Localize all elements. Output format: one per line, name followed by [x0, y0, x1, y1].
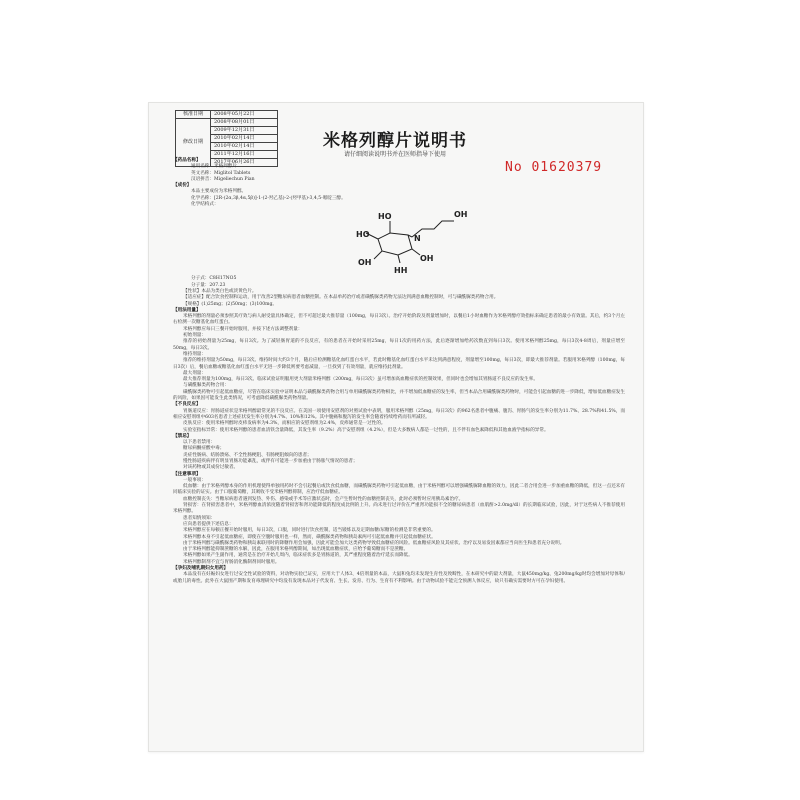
- paragraph: 磺酰脲类药物可引起低血糖症，尽管在临床实验中证明本品与磺酰脲类药物合用与单用磺酰脲类药物相比，并不增加低血糖症的发生率，但当本品合用磺酰脲类药物时，可能会引起血糖的进一步降低，增加低血糖症发生的风险，如果因可能发生此类情况，可考虑降低磺酰脲类药物剂量。: [173, 389, 625, 402]
- text-line: 本品主要成份为米格列醇。: [191, 189, 247, 195]
- paragraph: 与磺酰脲类药物合用：: [183, 383, 229, 389]
- section-heading: 【药品名称】: [173, 158, 201, 163]
- paragraph: 最大推荐剂量为100mg，每日3次。临床试验证明服用更大剂量米格列醇（200mg，每日3次）虽可增加高血糖症状的控制效果，但同时也会增加其胃肠道不良反应的发生率。: [183, 377, 538, 383]
- modify-date: 2008年08月01日: [211, 119, 278, 127]
- paragraph: 【规格】(1)25mg；(2)50mg；(3)100mg。: [183, 301, 278, 307]
- paragraph: 由于米格列醇与磺酰脲类药物和胰岛素联用时的降糖作用会加强，因此可能会加大这类药物导致低血糖症的风险。低血糖症风险及其症状、治疗以及易发因素都应当向医生和患者充分说明。: [183, 540, 565, 546]
- document-title: 米格列醇片说明书: [323, 131, 467, 151]
- paragraph: 米格列醇的剂量必须参照其疗效与病人耐受量具体确定，但不可超过最大推荐量（100mg，每日3次）。治疗开始阶段及剂量增加时，以餐后1小时血糖作为米格列醇疗效指标来确定患者的最小有效量。其后，约3个月左右检测一次糖基化血红蛋白。: [173, 314, 625, 326]
- paragraph: 最大剂量：: [183, 370, 206, 376]
- paragraph: 对该药物或其成份过敏者。: [183, 465, 239, 471]
- paragraph: 米格列醇应每日三餐开始时服用，并按下述方法调整剂量：: [183, 326, 303, 332]
- section-heading: 【孕妇及哺乳期妇女用药】: [173, 566, 229, 572]
- section-heading: 【不良反应】: [173, 402, 201, 408]
- section-heading: 【成份】: [173, 183, 192, 189]
- modify-date: 2010年02月14日: [211, 143, 278, 151]
- serial-number: No 01620379: [505, 160, 603, 175]
- paragraph: 推荐的维持剂量为50mg，每日3次。维持时间大约3个月，随后应检测糖基化血红蛋白水平，若此时糖基化血红蛋白水平未达到满意程度，剂量增至100mg，每日3次，即最大推荐剂量。若服用米格列醇（100mg，每日3次）后，餐后血糖或糖基化血红蛋白水平无进一步降低则要考虑减量，一旦找到了有效剂量，就应维持此剂量。: [173, 358, 625, 370]
- paragraph: 本品没有在妊娠妇女进行过安全性试验的资料，对动物实验已证实，应用大于人体3、4倍剂量的本品，大鼠和兔均未发现生育性及致畸性，在本研究中的最大剂量，大鼠450mg/kg、兔200mg/kg时均会增加对母体和/或胎儿的毒性。此外在大鼠围产期和发育毒理研究中均没有发现本品对子代发育、生长、发育、行为、生育有不利影响。由于动物试验不能完全预测人体反应，故只有确实需要时方可在孕妇使用。: [173, 572, 625, 584]
- paragraph: 肾损害：在肾损害患者中，米格列醇血清浓度随着肾损害和肾功能降低的程度成比例的上升。尚未进行过评价在严重肾功能损不全的糖尿病患者（血肌酐>2.0mg/dl）的长期临床试验，因此，对于这些病人不推荐使用米格列醇。: [173, 503, 625, 515]
- paragraph: 实验室指标异常：使用米格列醇的患者血清铁含量降低，其发生率（9.2%）高于安慰剂组（4.2%），但是大多数病人都是一过性的，且不伴有血色素降低和其他血液学指标的异常。: [183, 427, 549, 433]
- paragraph: 糖尿病酮症酸中毒；: [183, 446, 225, 452]
- paragraph: 炎症性肠病、结肠溃疡、不全性肠梗阻、有肠梗阻倾向的患者；: [183, 452, 312, 458]
- paragraph: 维持剂量：: [183, 351, 206, 357]
- paragraph: 由于米格列醇能抑制蔗糖的水解，因此，在服用米格列醇期间，如出现低血糖症状，应给予葡萄糖而不是蔗糖。: [183, 547, 409, 553]
- paragraph: 米格列醇如果产生副作用，通常是在治疗开始几周内，临床症状多是胃肠道的，其严重程度随着治疗延长而降低。: [183, 553, 413, 559]
- approve-date: 2008年05月22日: [211, 111, 278, 119]
- paragraph: 【性状】本品为类白色或淡黄色片。: [183, 288, 257, 294]
- paragraph: 以下患者禁用：: [183, 440, 216, 446]
- paragraph: 【适应症】配合饮食控制和运动，用于改善2型糖尿病患者血糖控制。在本品单药治疗或者磺酰脲类药物无法达到满意血糖控制时，可与磺酰脲类药物合用。: [183, 295, 499, 301]
- text-line: 分子量：207.23: [191, 282, 226, 288]
- structure-label-hh: HH: [394, 266, 408, 275]
- paragraph: 胃肠道反应：胃肠道症状是米格列醇最常见的不良反应。在美国一项使用安慰剂的对照试验中表明，服用米格列醇（25mg，每日3次）的962名患者中腹痛、腹泻、胃肠气的发生率分别为11.7%、28.7%和41.5%，而相应安慰剂组中603名患者上述症状发生率分别为4.7%、10%和12%。其中腹痛和腹泻的发生率会随着持续给药而有所减轻。: [173, 408, 625, 420]
- text-line: 分子式：C8H17NO5: [191, 276, 237, 282]
- paragraph: 米格列醇本身不引起低血糖症，即使在空腹时服用也一样，然而，磺酰脲类药物和胰岛素两可引起低血糖并引起低血糖症状。: [183, 534, 436, 540]
- paragraph: 血糖控制丧失：当糖尿病患者遇到发热、外伤、感染或手术等应激状态时，会产生暂时性的血糖控制丧失，此时必须暂时应用胰岛素治疗。: [183, 496, 464, 502]
- structure-label-oh: OH: [358, 258, 372, 267]
- text-line: 汉语拼音：Migeliechun Pian: [191, 176, 255, 182]
- modify-date: 2017年06月26日: [211, 159, 278, 167]
- paragraph: 米格列醇制剂不宜与胃肠消化酶制剂同时服用。: [183, 559, 280, 565]
- section-heading: 【用法用量】: [173, 307, 201, 313]
- structure-label-ho: HO: [378, 212, 392, 221]
- document-subtitle: 请仔细阅读说明书并在医师指导下使用: [343, 151, 446, 158]
- section-heading: 【注意事项】: [173, 471, 201, 477]
- text-line: 化学名称：[2R-(2α,3β,4α,5β)]-1-(2-羟乙基)-2-(羟甲基)-3,4,5-哌啶三醇。: [191, 195, 346, 201]
- section-heading: 【禁忌】: [173, 433, 192, 439]
- modify-date: 2009年12月31日: [211, 127, 278, 135]
- structure-label-oh: OH: [420, 254, 434, 263]
- paragraph: 患者知情须知：: [183, 515, 216, 521]
- paragraph: 初始剂量：: [183, 333, 206, 339]
- modify-date: 2011年12月16日: [211, 151, 278, 159]
- text-line: 通用名称：米格列醇片: [191, 164, 237, 170]
- approve-date-label: 核准日期: [176, 111, 211, 119]
- paragraph: 一般事项：: [183, 477, 206, 483]
- text-line: 化学结构式：: [191, 202, 219, 208]
- structure-label-n: N: [414, 234, 421, 243]
- paragraph: 低血糖：由于米格列醇本身的作用机理使得单独用药时不会引起餐后或饮食低血糖，而磺酰脲类药物可引起低血糖，由于米格列醇可以增强磺酰脲降血糖的效力，因此二者合用会进一步加重血糖的降低，但这一点还未有同临床实验的证实。由于口服葡萄糖，其吸收不受米格列醇抑制，应治疗低血糖症。: [173, 484, 625, 496]
- modify-date: 2010年02月14日: [211, 135, 278, 143]
- paragraph: 推荐的初始剂量为25mg，每日3次。为了减轻肠胃道的不良反应，有的患者在开始时采用25mg，每日1次的用药方法，此后逐渐增加给药次数直到每日3次。使用米格列醇25mg，每日3次4-8周后，剂量应增至50mg，每日3次。: [173, 339, 625, 351]
- text-line: 英文名称：Miglitol Tablets: [191, 170, 251, 176]
- paragraph: 皮肤反应：使用米格列醇时皮疹发病率为4.3%，而相应的安慰剂组为2.4%，皮疹通常是一过性的。: [183, 421, 386, 427]
- structure-label-ho: HO: [356, 230, 370, 239]
- leaflet-body: [173, 158, 625, 585]
- paragraph: 慢性肠道疾病伴有明显胃肠功能紊乱，或伴有可能进一步加重由于肠胀气情况的患者；: [183, 458, 358, 464]
- paragraph: 米格列醇应在每顿正餐开始时服用，每日3次，口服，同时进行饮食控制，适当锻炼以及定期血糖/尿糖的检测是非常重要的。: [183, 528, 436, 534]
- structure-label-oh: OH: [454, 210, 468, 219]
- paragraph: 应向患者提供下述信息：: [183, 521, 234, 527]
- modify-date-label: 修改日期: [176, 119, 211, 167]
